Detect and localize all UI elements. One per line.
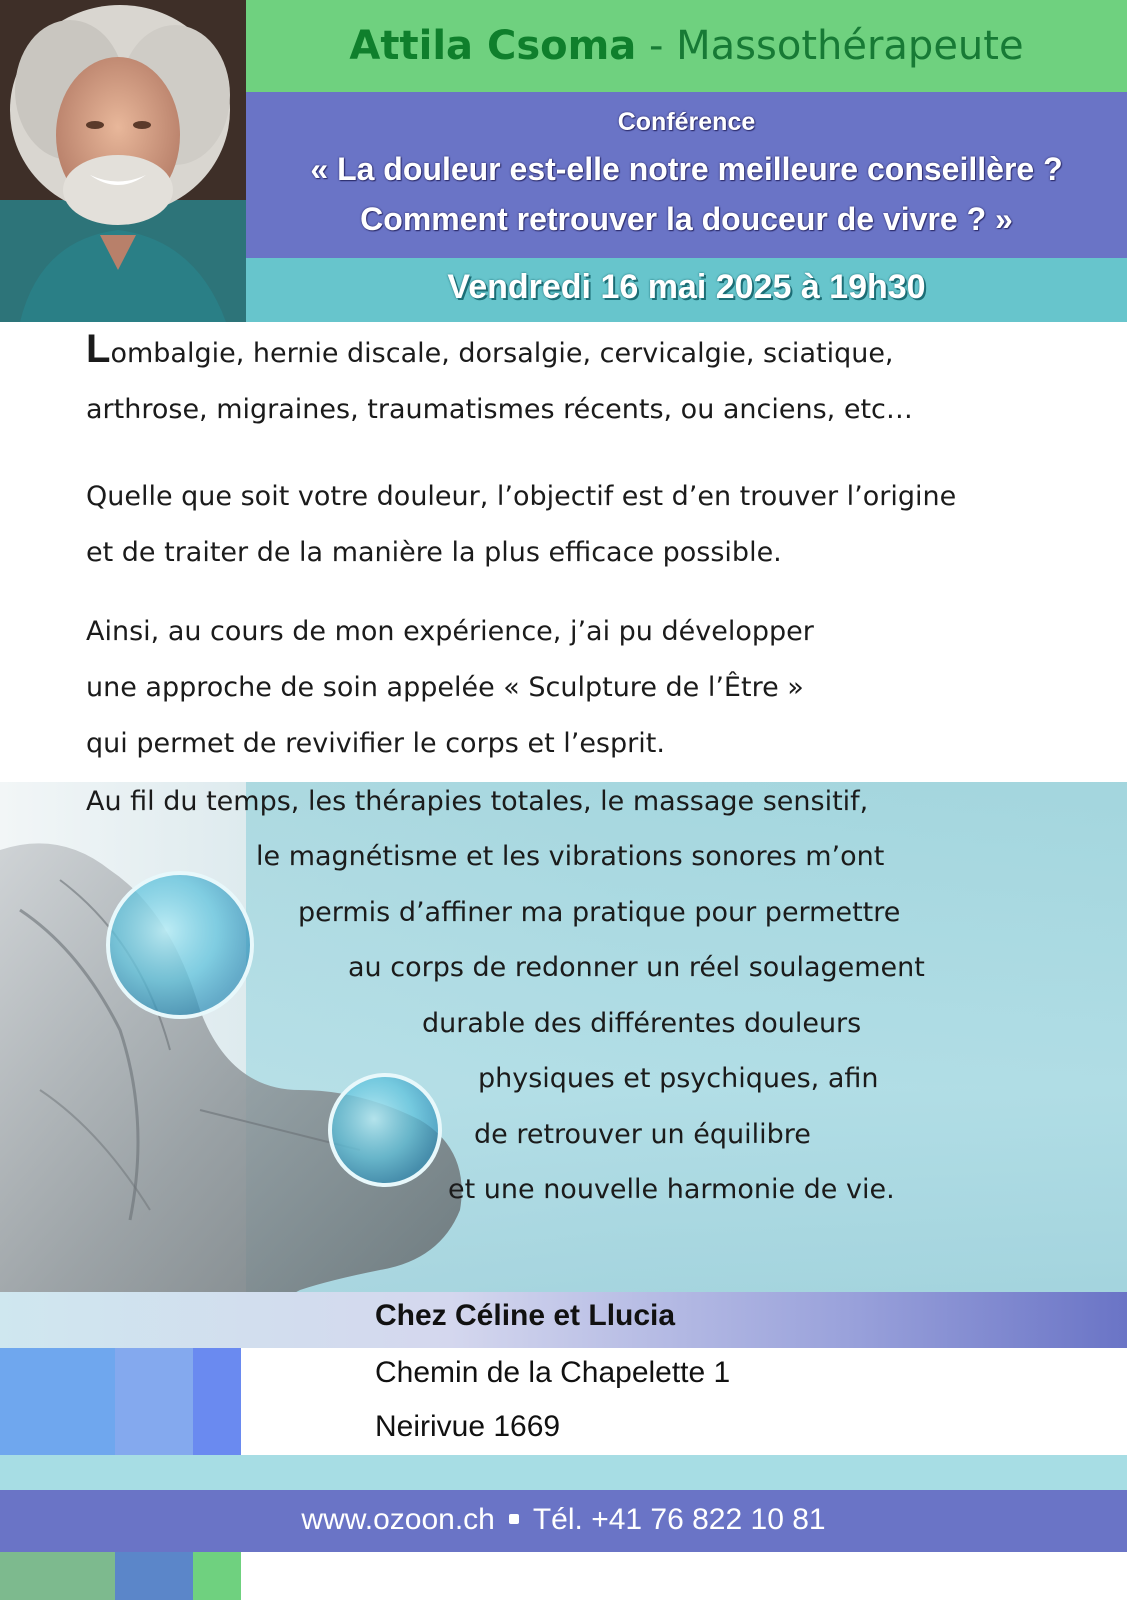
decorative-square (115, 1552, 193, 1600)
highlight-circle-shoulder (108, 873, 252, 1017)
therapist-role: Massothérapeute (676, 23, 1024, 69)
decorative-square (193, 1552, 241, 1600)
paragraph-line (86, 326, 1096, 382)
decorative-block (193, 1348, 241, 1455)
paragraph-line: au corps de redonner un réel soulagement (348, 952, 925, 983)
footer-teal-band (0, 1455, 1127, 1490)
phone-number[interactable]: Tél. +41 76 822 10 81 (532, 1503, 826, 1536)
paragraph-line: durable des différentes douleurs (422, 1008, 862, 1039)
address-city: Neirivue 1669 (375, 1410, 561, 1443)
bullet-icon (509, 1514, 519, 1524)
paragraph-line: et une nouvelle harmonie de vie. (448, 1174, 895, 1205)
therapist-name: Attila Csoma (349, 23, 637, 69)
paragraph-line: Au fil du temps, les thérapies totales, le massage sensitif, (86, 786, 869, 817)
page-title (246, 18, 1127, 74)
conference-title-line-2: Comment retrouver la douceur de vivre ? » (360, 201, 1013, 237)
paragraph-line: une approche de soin appelée « Sculpture de l’Être » (86, 672, 804, 703)
paragraph-approach (86, 604, 1096, 772)
venue-name: Chez Céline et Llucia (375, 1299, 676, 1332)
paragraph-text: ombalgie, hernie discale, dorsalgie, cervicalgie, sciatique, (110, 338, 894, 369)
drop-cap: L (86, 327, 111, 371)
portrait-photo (0, 0, 246, 322)
highlight-circle-elbow (330, 1075, 440, 1185)
decorative-block (115, 1348, 193, 1455)
paragraph-line: physiques et psychiques, afin (478, 1063, 879, 1094)
title-separator: - (649, 23, 664, 69)
decorative-block (0, 1348, 115, 1455)
website-link[interactable]: www.ozoon.ch (301, 1503, 495, 1536)
paragraph-line: et de traiter de la manière la plus efficace possible. (86, 537, 782, 568)
paragraph-conditions (86, 326, 1096, 438)
paragraph-line: le magnétisme et les vibrations sonores m’ont (256, 841, 885, 872)
paragraph-line: arthrose, migraines, traumatismes récents, ou anciens, etc… (86, 394, 913, 425)
paragraph-line: permis d’affiner ma pratique pour permettre (298, 897, 901, 928)
conference-title-line-1: « La douleur est-elle notre meilleure conseillère ? (310, 151, 1063, 187)
conference-label: Conférence (617, 108, 756, 136)
paragraph-line: qui permet de revivifier le corps et l’esprit. (86, 728, 665, 759)
paragraph-objective (86, 469, 1096, 581)
footer-contact (0, 1503, 1127, 1537)
event-date: Vendredi 16 mai 2025 à 19h30 (447, 268, 926, 306)
paragraph-line: Ainsi, au cours de mon expérience, j’ai pu développer (86, 616, 814, 647)
decorative-square (0, 1552, 115, 1600)
address-street: Chemin de la Chapelette 1 (375, 1356, 731, 1389)
paragraph-line: Quelle que soit votre douleur, l’objectif est d’en trouver l’origine (86, 481, 957, 512)
portrait-illustration (0, 0, 246, 322)
paragraph-line: de retrouver un équilibre (474, 1119, 811, 1150)
